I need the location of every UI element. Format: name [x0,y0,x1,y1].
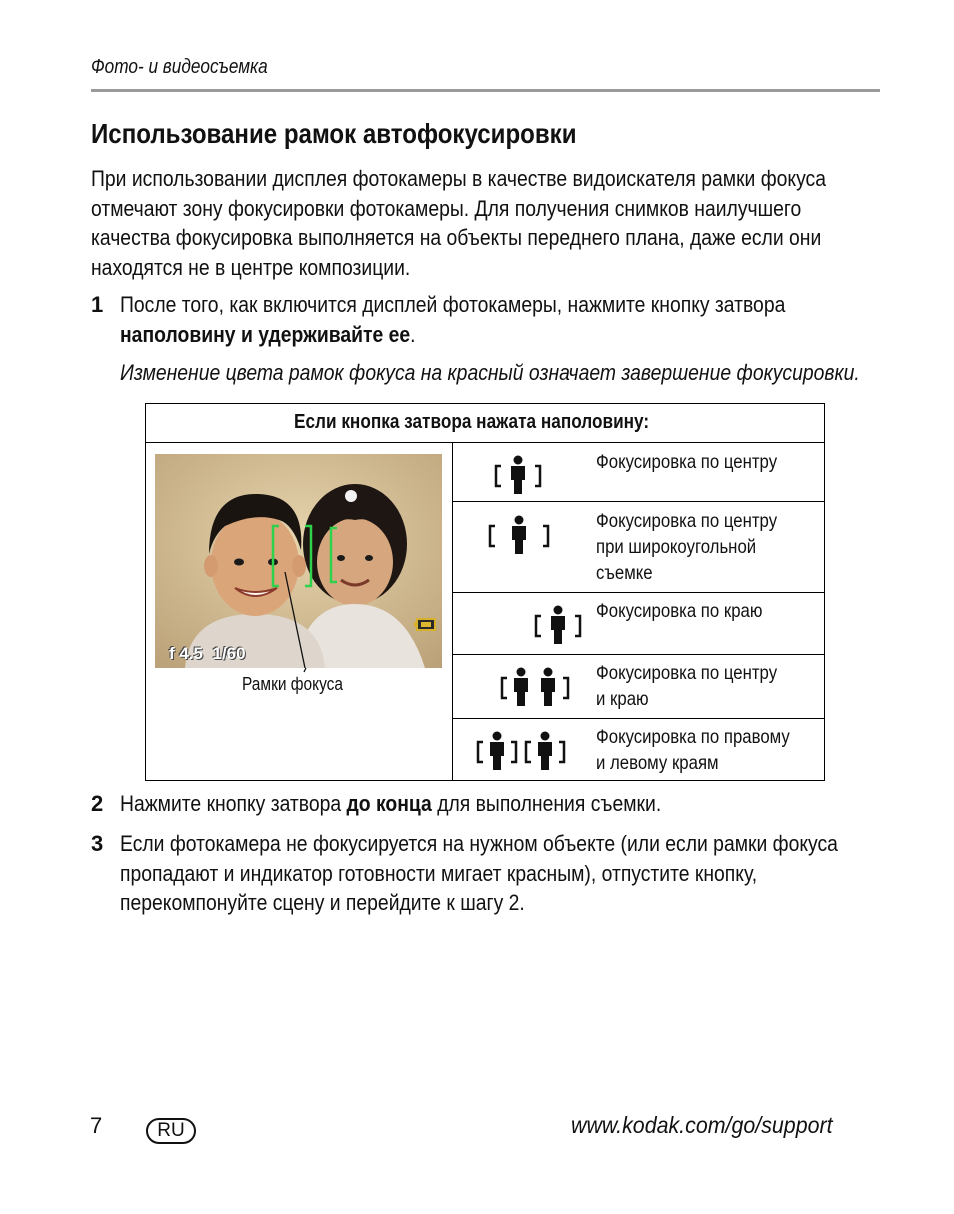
page-title: Использование рамок автофокусировки [91,118,577,149]
step-1-note: Изменение цвета рамок фокуса на красный означает завершение фокусировки. [120,360,860,385]
mode-label-wide-center: Фокусировка по центру при широкоугольной съемке [596,510,778,584]
table-row-divider [452,718,825,719]
mode-label-side: Фокусировка по краю [596,600,763,622]
table-column-divider [452,442,453,781]
step-2-emphasis: до конца [346,791,432,816]
page-number: 7 [90,1113,103,1138]
step-1-number: 1 [91,292,104,317]
step-3-number: 3 [91,831,104,856]
support-url[interactable]: www.kodak.com/go/support [571,1112,833,1138]
language-badge: RU [146,1118,196,1144]
mode-label-center: Фокусировка по центру [596,451,778,473]
table-row-divider [452,654,825,655]
table-row-divider [452,592,825,593]
intro-line: находятся не в центре композиции. [91,254,411,280]
table-header: Если кнопка затвора нажата наполовину: [146,404,824,443]
table-row-divider [452,501,825,502]
shutter-value: 1/60 [212,644,246,663]
intro-line: качества фокусировка выполняется на объекты переднего плана, даже если они [91,225,822,250]
intro-line: При использовании дисплея фотокамеры в качестве видоискателя рамки фокуса [91,166,826,191]
caption-leader-line [146,404,452,694]
header-rule [91,89,880,92]
mode-label-left-right: Фокусировка по правому и левому краям [596,726,790,774]
aperture-value: f 4.5 [169,644,204,663]
mode-label-center-side: Фокусировка по центру и краю [596,662,778,710]
step-1-text: После того, как включится дисплей фотокамеры, нажмите кнопку затвора наполовину и удерживайте ее. [120,292,786,347]
left-right-frame-icon [474,730,568,772]
intro-paragraph [91,164,946,282]
wide-center-frame-icon [486,514,552,556]
center-frame-icon [492,454,544,496]
focus-modes-table [145,403,825,781]
center-side-frame-icon [498,666,572,708]
step-2-text: Нажмите кнопку затвора до конца для выполнения съемки. [120,791,662,816]
photo-caption: Рамки фокуса [242,674,343,694]
running-header: Фото- и видеосъемка [91,56,268,78]
step-1-emphasis: наполовину и удерживайте ее [120,321,411,347]
side-frame-icon [532,604,584,646]
step-3-text: Если фотокамера не фокусируется на нужном объекте (или если рамки фокуса пропадают и индикатор готовности мигает красным), отпустите кнопку, перекомпонуйте сцену и перейдите к шагу 2. [120,831,838,915]
intro-line: отмечают зону фокусировки фотокамеры. Для получения снимков наилучшего [91,195,802,221]
step-2-number: 2 [91,791,104,816]
